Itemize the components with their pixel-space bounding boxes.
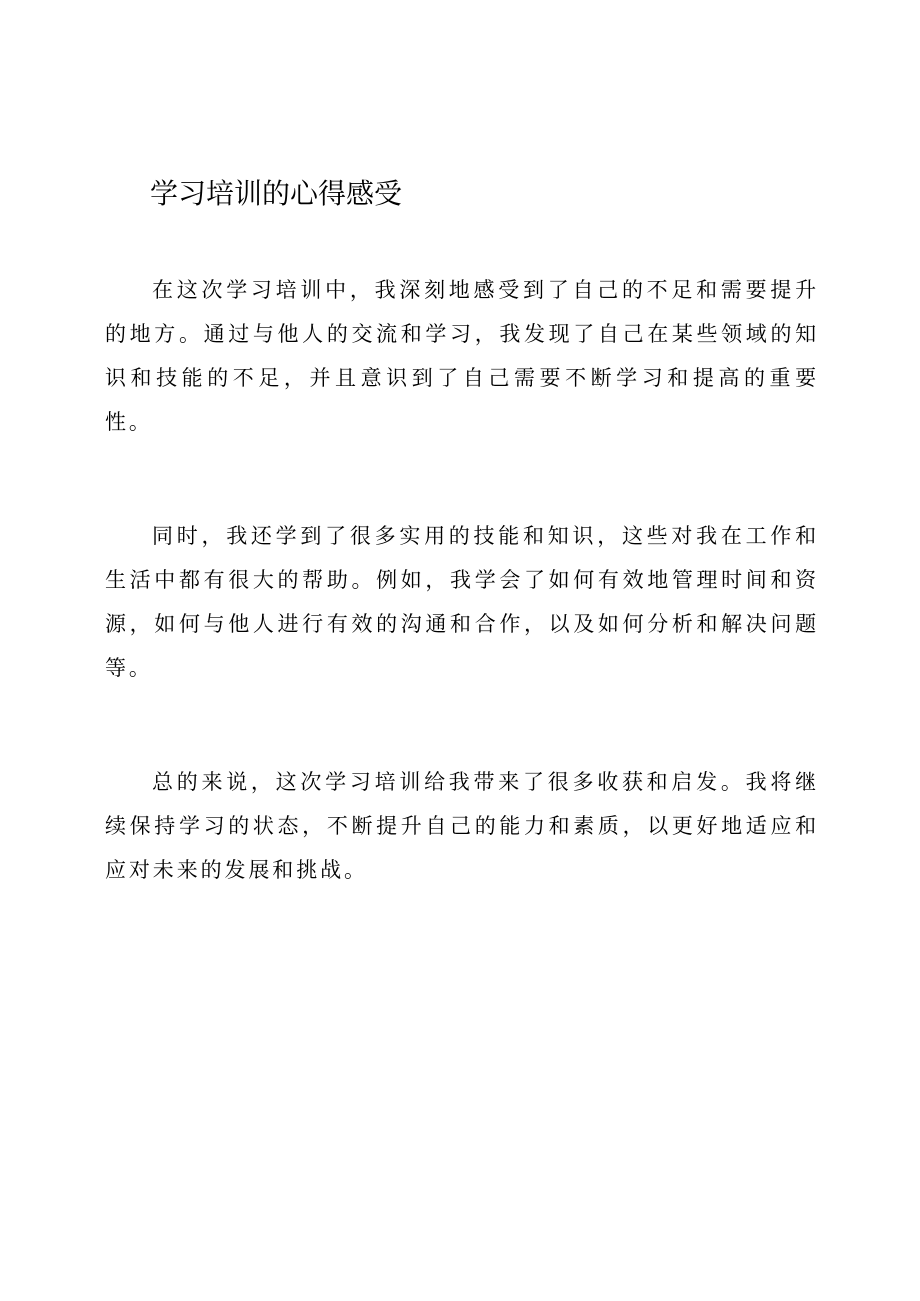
paragraph-2: 同时，我还学到了很多实用的技能和知识，这些对我在工作和生活中都有很大的帮助。例如，我学会了如何有效地管理时间和资源，如何与他人进行有效的沟通和合作，以及如何分析和解决问题等。 [105, 524, 819, 680]
document-title: 学习培训的心得感受 [150, 177, 403, 210]
document-body [105, 268, 819, 962]
paragraph-3: 总的来说，这次学习培训给我带来了很多收获和启发。我将继续保持学习的状态，不断提升自己的能力和素质，以更好地适应和应对未来的发展和挑战。 [105, 770, 819, 882]
paragraph-1: 在这次学习培训中，我深刻地感受到了自己的不足和需要提升的地方。通过与他人的交流和学习，我发现了自己在某些领域的知识和技能的不足，并且意识到了自己需要不断学习和提高的重要性。 [105, 278, 819, 434]
